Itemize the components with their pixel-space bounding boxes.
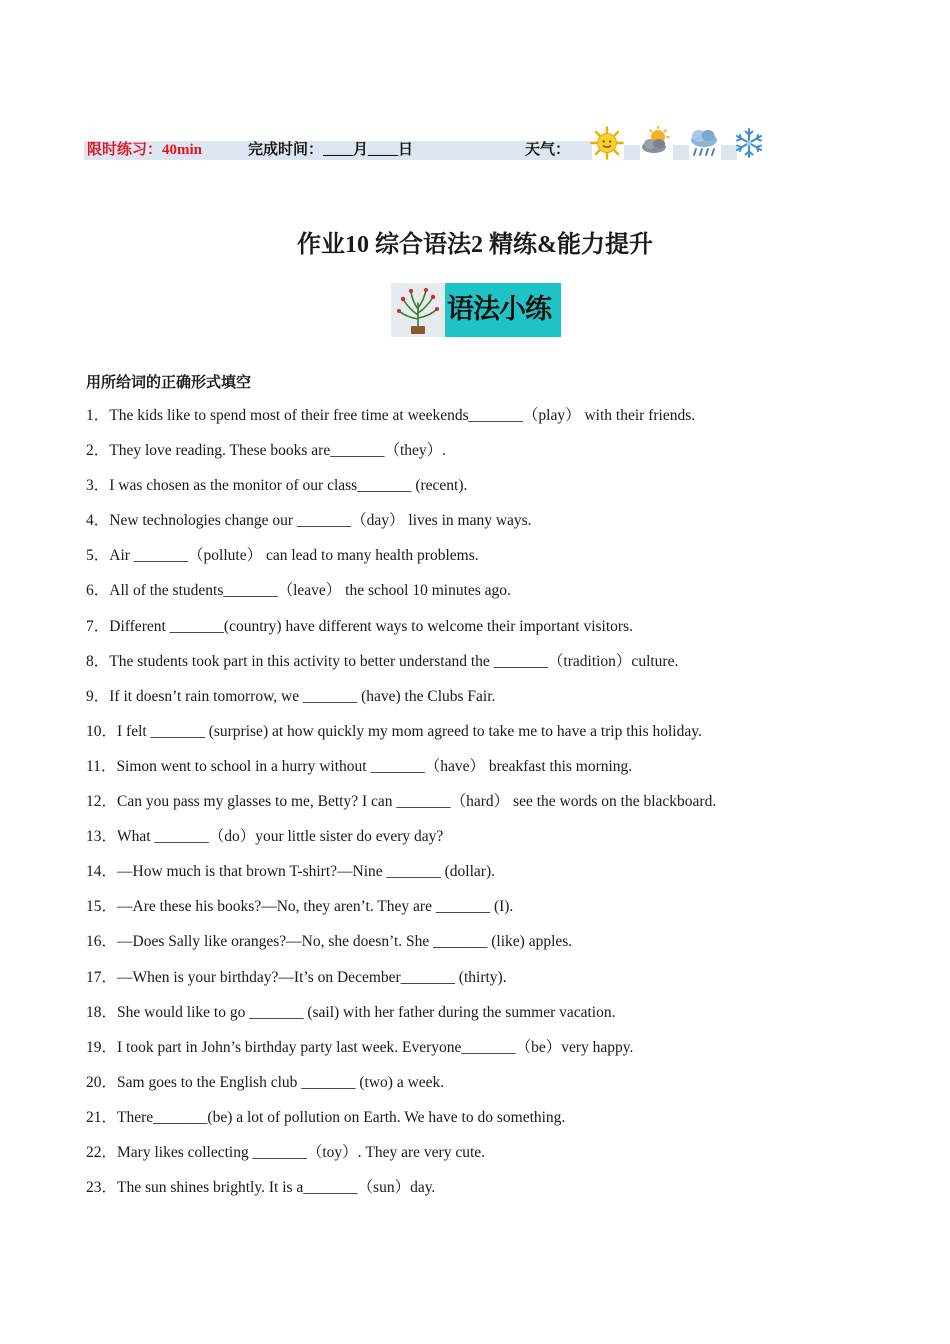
question-text: —Are these his books?—No, they aren’t. They are _______ (I). <box>117 898 514 916</box>
question-text: She would like to go _______ (sail) with her father during the summer vacation. <box>117 1003 616 1021</box>
question-number: 6． <box>86 582 110 600</box>
question-text: They love reading. These books are_______（they）. <box>109 442 447 460</box>
question-item <box>86 440 906 475</box>
question-item <box>86 756 906 791</box>
question-number: 15． <box>86 898 118 916</box>
question-item <box>86 545 906 580</box>
weather-box <box>624 145 640 160</box>
question-number: 17． <box>86 968 118 986</box>
question-item <box>86 651 906 686</box>
question-item <box>86 791 906 826</box>
question-number: 18． <box>86 1003 118 1021</box>
question-item <box>86 826 906 861</box>
question-text: What _______（do）your little sister do every day? <box>117 828 444 846</box>
question-item <box>86 475 906 510</box>
question-item <box>86 616 906 651</box>
grammar-practice-badge <box>391 283 561 337</box>
completion-time: 完成时间：____月____日 <box>248 142 414 158</box>
plant-icon <box>391 283 445 337</box>
question-item <box>86 510 906 545</box>
question-number: 7． <box>86 617 110 635</box>
question-item <box>86 861 906 896</box>
question-text: Air _______（pollute） can lead to many health problems. <box>109 547 479 565</box>
question-item <box>86 580 906 615</box>
question-number: 8． <box>86 652 110 670</box>
question-text: Sam goes to the English club _______ (two) a week. <box>117 1073 445 1091</box>
question-list <box>86 405 906 1212</box>
question-text: Simon went to school in a hurry without _______（have） breakfast this morning. <box>116 757 633 775</box>
question-number: 23． <box>86 1179 118 1197</box>
question-number: 2． <box>86 442 110 460</box>
weather-label: 天气： <box>525 142 571 158</box>
question-number: 1． <box>86 407 110 424</box>
sun-icon <box>590 126 624 160</box>
question-item <box>86 405 906 440</box>
question-text: I was chosen as the monitor of our class_______ (recent). <box>109 477 468 495</box>
question-text: Can you pass my glasses to me, Betty? I can _______（hard） see the words on the blackboard. <box>117 793 717 811</box>
question-number: 11． <box>86 757 117 775</box>
question-number: 4． <box>86 512 110 530</box>
question-number: 13． <box>86 828 118 846</box>
question-item <box>86 896 906 931</box>
question-text: Mary likes collecting _______（toy）. They are very cute. <box>117 1143 486 1161</box>
question-number: 19． <box>86 1038 118 1056</box>
question-item <box>86 1072 906 1107</box>
question-number: 20． <box>86 1073 118 1091</box>
question-text: —When is your birthday?—It’s on December_______ (thirty). <box>117 968 507 986</box>
badge-label: 语法小练 <box>445 283 561 337</box>
question-text: All of the students_______（leave） the school 10 minutes ago. <box>109 582 511 600</box>
question-item <box>86 1002 906 1037</box>
partly-cloudy-icon <box>639 126 673 160</box>
snowflake-icon <box>732 126 766 160</box>
question-text: The sun shines brightly. It is a_______（sun）day. <box>117 1179 436 1197</box>
question-number: 12． <box>86 793 118 811</box>
question-number: 3． <box>86 477 110 495</box>
question-text: Different _______(country) have different ways to welcome their important visitors. <box>109 617 633 635</box>
question-text: I felt _______ (surprise) at how quickly my mom agreed to take me to have a trip this holiday. <box>117 722 702 740</box>
question-text: The kids like to spend most of their free time at weekends_______（play） with their friends. <box>109 407 696 424</box>
question-text: If it doesn’t rain tomorrow, we _______ (have) the Clubs Fair. <box>109 687 496 705</box>
rain-icon <box>687 126 721 160</box>
question-number: 16． <box>86 933 118 951</box>
question-number: 5． <box>86 547 110 565</box>
question-number: 9． <box>86 687 110 705</box>
question-text: —Does Sally like oranges?—No, she doesn’t. She _______ (like) apples. <box>117 933 573 951</box>
question-item <box>86 967 906 1002</box>
question-text: New technologies change our _______（day） lives in many ways. <box>109 512 532 530</box>
question-text: The students took part in this activity to better understand the _______（tradition）culture. <box>109 652 679 670</box>
question-number: 21． <box>86 1108 118 1126</box>
section-instruction: 用所给词的正确形式填空 <box>86 373 252 391</box>
question-text: —How much is that brown T-shirt?—Nine _______ (dollar). <box>117 863 495 881</box>
question-item <box>86 1177 906 1212</box>
practice-header <box>84 126 764 166</box>
question-item <box>86 686 906 721</box>
question-item <box>86 1142 906 1177</box>
time-limit: 限时练习：40min <box>87 142 203 158</box>
question-item <box>86 931 906 966</box>
question-item <box>86 1037 906 1072</box>
question-text: I took part in John’s birthday party last week. Everyone_______（be）very happy. <box>117 1038 634 1056</box>
question-item <box>86 721 906 756</box>
question-number: 22． <box>86 1143 118 1161</box>
question-number: 14． <box>86 863 118 881</box>
question-number: 10． <box>86 722 118 740</box>
question-item <box>86 1107 906 1142</box>
question-text: There_______(be) a lot of pollution on Earth. We have to do something. <box>117 1108 566 1126</box>
page-title: 作业10 综合语法2 精练&能力提升 <box>297 232 653 258</box>
